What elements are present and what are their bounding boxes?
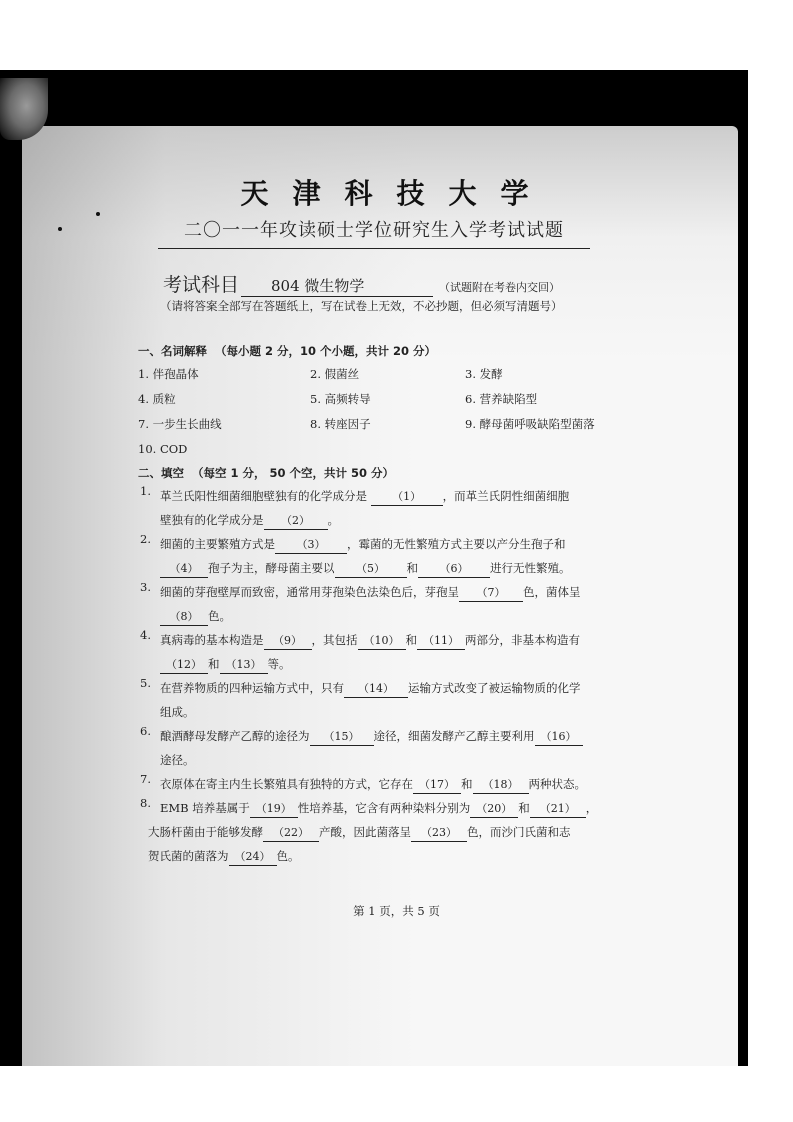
university-title: 天津科技大学 — [240, 177, 553, 210]
blank-10: （10） — [358, 633, 406, 650]
question-text: 在营养物质的四种运输方式中，只有 — [160, 681, 344, 695]
question-text: 两部分，非基本构造有 — [465, 633, 580, 647]
question-number: 1. — [140, 484, 151, 498]
blank-7: （7） — [459, 585, 523, 602]
question-text: 和 — [518, 801, 530, 815]
question-text: 酿酒酵母发酵产乙醇的途径为 — [160, 729, 310, 743]
section1-scoring: （每小题 2 分，10 个小题，共计 20 分） — [215, 344, 437, 358]
question-1 — [138, 484, 628, 532]
question-7 — [138, 772, 628, 796]
blank-5: （5） — [335, 561, 407, 578]
question-text: ，其包括 — [311, 633, 358, 647]
question-number: 2. — [140, 532, 151, 546]
question-text: 细菌的芽孢壁厚而致密，通常用芽孢染色法染色后，芽孢呈 — [160, 585, 459, 599]
question-text: 进行无性繁殖。 — [490, 561, 571, 575]
subject-row — [163, 270, 560, 297]
question-text: 壁独有的化学成分是 — [160, 513, 264, 527]
question-text: 途径，细菌发酵产乙醇主要利用 — [373, 729, 535, 743]
question-number: 6. — [140, 724, 151, 738]
section2-title: 二、填空 — [138, 466, 184, 480]
answer-instruction: （请将答案全部写在答题纸上，写在试卷上无效，不必抄题，但必须写清题号） — [160, 299, 563, 313]
blank-3: （3） — [275, 537, 347, 554]
question-text: 性培养基，它含有两种染料分别为 — [297, 801, 471, 815]
blank-22: （22） — [263, 825, 319, 842]
question-number: 4. — [140, 628, 151, 642]
question-text: 运输方式改变了被运输物质的化学 — [408, 681, 581, 695]
question-text: 色，菌体呈 — [523, 585, 581, 599]
blank-15: （15） — [310, 729, 374, 746]
page-number: 第 1 页，共 5 页 — [353, 904, 440, 918]
blank-17: （17） — [413, 777, 461, 794]
blank-11: （11） — [417, 633, 465, 650]
term-item: 2. 假菌丝 — [310, 367, 360, 381]
section1-title: 一、名词解释 — [138, 344, 207, 358]
question-text: 色。 — [276, 849, 300, 863]
question-text: 和 — [208, 657, 220, 671]
question-text: ， — [585, 801, 598, 815]
section1-heading — [138, 340, 628, 362]
question-number: 5. — [140, 676, 151, 690]
question-text: 大肠杆菌由于能够发酵 — [148, 825, 263, 839]
question-text: 衣原体在寄主内生长繁殖具有独特的方式，它存在 — [160, 777, 413, 791]
question-text: 色。 — [208, 609, 231, 623]
section2-scoring: （每空 1 分， 50 个空，共计 50 分） — [192, 466, 395, 480]
question-text: 和 — [405, 633, 417, 647]
question-text: 和 — [461, 777, 473, 791]
blank-6: （6） — [418, 561, 490, 578]
blank-9: （9） — [264, 633, 312, 650]
term-item: 3. 发酵 — [465, 367, 503, 381]
question-text: 孢子为主，酵母菌主要以 — [208, 561, 335, 575]
question-text: EMB 培养基属于 — [160, 801, 250, 815]
blank-19: （19） — [250, 801, 298, 818]
question-text: 色，而沙门氏菌和志 — [467, 825, 571, 839]
blank-1: （1） — [371, 489, 443, 506]
question-8 — [138, 796, 628, 868]
question-2 — [138, 532, 628, 580]
question-text: ，而革兰氏阴性细菌细胞 — [442, 489, 570, 503]
subject-name: 804 微生物学 — [241, 275, 433, 297]
question-text: 革兰氏阳性细菌细胞壁独有的化学成分是 — [160, 489, 371, 503]
term-item: 1. 伴孢晶体 — [138, 367, 199, 381]
term-item: 4. 质粒 — [138, 392, 176, 406]
term-item: 5. 高频转导 — [310, 392, 371, 406]
blank-16: （16） — [535, 729, 583, 746]
question-number: 3. — [140, 580, 151, 594]
blank-23: （23） — [411, 825, 467, 842]
question-number: 7. — [140, 772, 151, 786]
question-text: 。 — [327, 513, 339, 527]
question-text: 等。 — [267, 657, 291, 671]
section2-heading — [138, 462, 628, 484]
question-3 — [138, 580, 628, 628]
term-item: 8. 转座因子 — [310, 417, 371, 431]
paper-speck — [58, 227, 62, 231]
blank-8: （8） — [160, 609, 208, 626]
exam-title: 二〇一一年攻读硕士学位研究生入学考试试题 — [158, 216, 590, 249]
term-item: 7. 一步生长曲线 — [138, 417, 222, 431]
question-text: 细菌的主要繁殖方式是 — [160, 537, 275, 551]
question-text: 两种状态。 — [528, 777, 586, 791]
blank-21: （21） — [530, 801, 586, 818]
subject-note: （试题附在考卷内交回） — [439, 281, 561, 294]
blank-24: （24） — [229, 849, 277, 866]
blank-13: （13） — [220, 657, 268, 674]
question-text: 产酸，因此菌落呈 — [319, 825, 411, 839]
term-item: 9. 酵母菌呼吸缺陷型菌落 — [465, 417, 595, 431]
blank-14: （14） — [344, 681, 408, 698]
question-text: 贺氏菌的菌落为 — [148, 849, 229, 863]
question-text: 真病毒的基本构造是 — [160, 633, 264, 647]
blank-18: （18） — [473, 777, 529, 794]
question-text: 和 — [406, 561, 418, 575]
question-text: 组成。 — [160, 705, 195, 719]
blank-12: （12） — [160, 657, 208, 674]
question-4 — [138, 628, 628, 676]
blank-20: （20） — [470, 801, 518, 818]
question-text: ，霉菌的无性繁殖方式主要以产分生孢子和 — [347, 537, 566, 551]
question-number: 8. — [140, 796, 151, 810]
term-item: 6. 营养缺陷型 — [465, 392, 538, 406]
blank-2: （2） — [264, 513, 328, 530]
term-list — [138, 362, 628, 462]
blank-4: （4） — [160, 561, 208, 578]
question-text: 途径。 — [160, 753, 195, 767]
question-5 — [138, 676, 628, 724]
exam-content — [138, 340, 628, 868]
subject-label: 考试科目 — [163, 274, 240, 296]
question-6 — [138, 724, 628, 772]
paper-speck — [96, 212, 100, 216]
term-item: 10. COD — [138, 442, 188, 456]
